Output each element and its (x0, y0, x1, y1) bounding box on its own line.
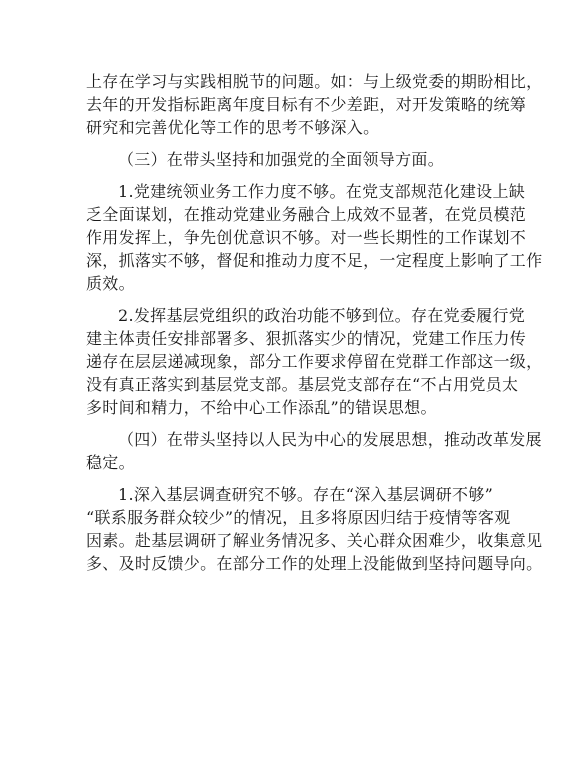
text-line: 1.深入基层调查研究不够。存在“深入基层调研不够” (118, 485, 494, 504)
text-line: 质效。 (86, 274, 135, 293)
section-heading: （四）在带头坚持以人民为中心的发展思想，推动改革发展 (118, 430, 542, 449)
section-heading: 稳定。 (86, 453, 135, 472)
text-line: 递存在层层递减现象，部分工作要求停留在党群工作部这一级， (86, 352, 543, 371)
section-heading-four (86, 428, 542, 474)
text-line: “联系服务群众较少”的情况，且多将原因归结于疫情等客观 (86, 508, 511, 527)
text-line: 乏全面谋划，在推动党建业务融合上成效不显著，在党员模范 (86, 205, 527, 224)
text-line: 因素。赴基层调研了解业务情况多、关心群众困难少，收集意见 (86, 531, 543, 550)
text-line: 建主体责任安排部署多、狠抓落实少的情况，党建工作压力传 (86, 329, 527, 348)
section-heading: （三）在带头坚持和加强党的全面领导方面。 (118, 150, 445, 169)
text-line: 没有真正落实到基层党支部。基层党支部存在“不占用党员太 (86, 375, 519, 394)
text-line: 2.发挥基层党组织的政治功能不够到位。存在党委履行党 (118, 306, 526, 325)
paragraph-item-1-party-building (86, 180, 543, 295)
text-line: 多、及时反馈少。在部分工作的处理上没能做到坚持问题导向。 (86, 554, 543, 573)
text-line: 1.党建统领业务工作力度不够。在党支部规范化建设上缺 (118, 182, 526, 201)
paragraph-learning-practice (86, 70, 543, 139)
text-line: 研究和完善优化等工作的思考不够深入。 (86, 118, 380, 137)
text-line: 作用发挥上，争先创优意识不够。对一些长期性的工作谋划不 (86, 228, 527, 247)
text-line: 多时间和精力，不给中心工作添乱”的错误思想。 (86, 398, 437, 417)
section-heading-three (86, 148, 502, 171)
text-line: 上存在学习与实践相脱节的问题。如：与上级党委的期盼相比， (86, 72, 543, 91)
paragraph-item-2-grassroots (86, 304, 543, 419)
text-line: 深，抓落实不够，督促和推动力度不足，一定程度上影响了工作 (86, 251, 543, 270)
text-line: 去年的开发指标距离年度目标有不少差距，对开发策略的统筹 (86, 95, 527, 114)
paragraph-item-1-research (86, 483, 543, 575)
